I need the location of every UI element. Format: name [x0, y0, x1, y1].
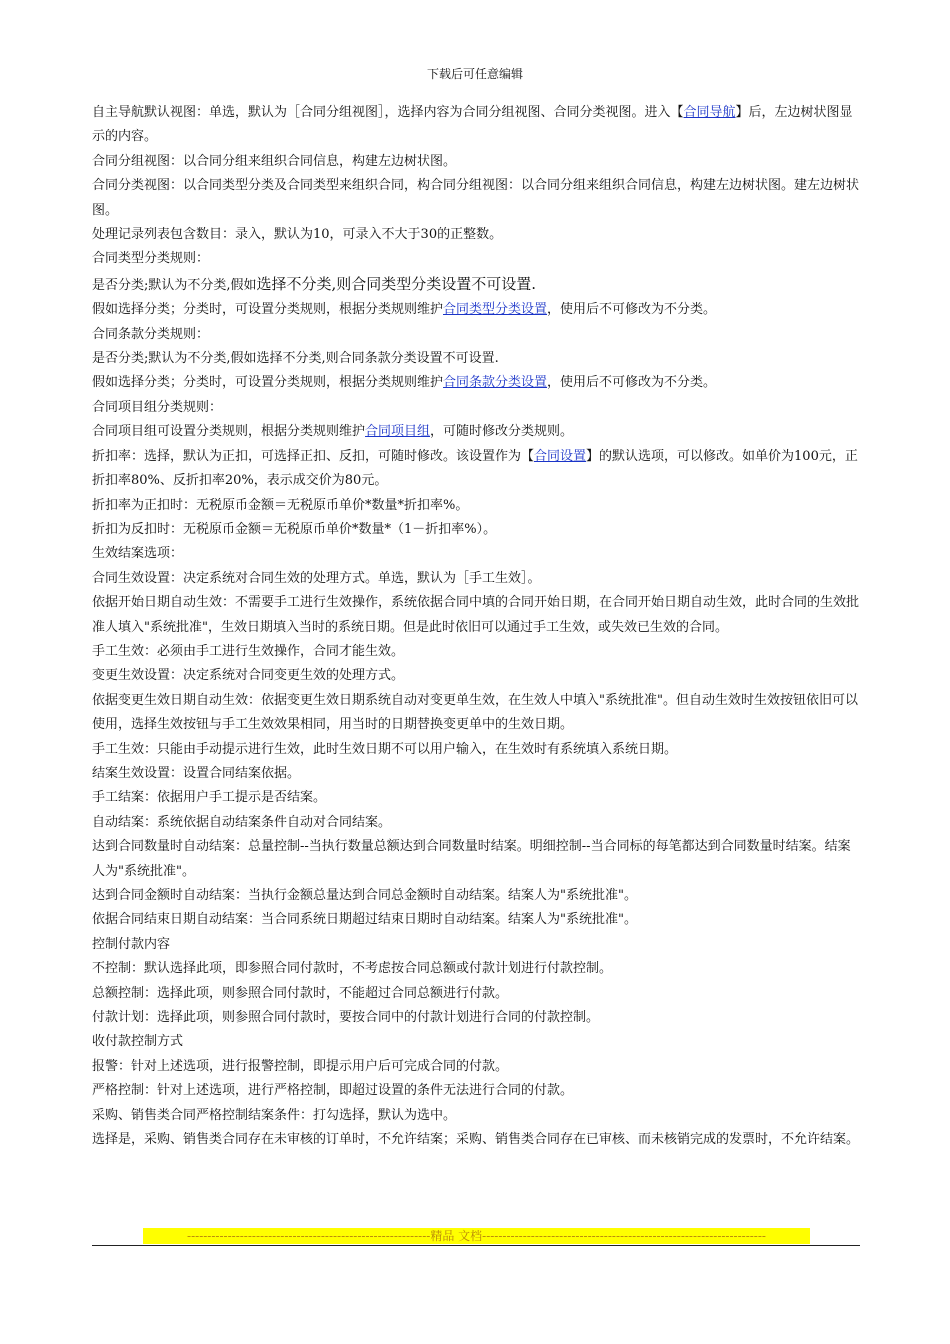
paragraph: 达到合同金额时自动结案：当执行金额总量达到合同总金额时自动结案。结案人为"系统批准"。 [92, 888, 637, 903]
paragraph: 严格控制：针对上述选项，进行严格控制，即超过设置的条件无法进行合同的付款。 [92, 1083, 574, 1099]
link-contract-navigation[interactable]: 合同导航 [683, 105, 736, 120]
footer-dashes-left: ------------------------------------------------------------ [187, 1229, 431, 1243]
link-contract-type-classification[interactable]: 合同类型分类设置 [443, 302, 548, 318]
paragraph: 达到合同数量时自动结案：总量控制--当执行数量总额达到合同数量时结案。明细控制--当合同标的每笔都达到合同数量时结案。结案人为"系统批准"。 [92, 839, 851, 879]
paragraph: 依据合同结束日期自动结案：当合同系统日期超过结束日期时自动结案。结案人为"系统批准"。 [92, 912, 637, 928]
paragraph: 选择是，采购、销售类合同存在未审核的订单时，不允许结案；采购、销售类合同存在已审核、而未核销完成的发票时，不允许结案。 [92, 1132, 860, 1148]
paragraph: 总额控制：选择此项，则参照合同付款时，不能超过合同总额进行付款。 [92, 985, 509, 1001]
paragraph: 依据开始日期自动生效：不需要手工进行生效操作，系统依据合同中填的合同开始日期，在合同开始日期自动生效，此时合同的生效批准人填入"系统批准"，生效日期填入当时的系统日期。但是此时依旧可以通过手工生效，或失效已生效的合同。 [92, 595, 860, 635]
section-heading: 合同类型分类规则： [92, 251, 210, 267]
page-header: 下载后可任意编辑 [426, 67, 523, 81]
section-heading: 控制付款内容 [92, 936, 171, 952]
paragraph: 处理记录列表包含数目：录入，默认为10，可录入不大于30的正整数。 [92, 227, 503, 243]
paragraph: 折扣为反扣时：无税原币金额＝无税原币单价*数量*（1－折扣率%）。 [92, 521, 497, 537]
paragraph: 手工生效：只能由手动提示进行生效，此时生效日期不可以用户输入，在生效时有系统填入系统日期。 [92, 741, 678, 757]
paragraph: 手工生效：必须由手工进行生效操作，合同才能生效。 [92, 643, 405, 659]
section-heading: 收付款控制方式 [92, 1034, 184, 1050]
paragraph: 合同项目组可设置分类规则，根据分类规则维护合同项目组，可随时修改分类规则。 [92, 424, 574, 440]
section-heading: 合同项目组分类规则： [92, 399, 223, 415]
paragraph: 假如选择分类；分类时，可设置分类规则，根据分类规则维护合同条款分类设置，使用后不可修改为不分类。 [92, 375, 717, 391]
paragraph: 依据变更生效日期自动生效：依据变更生效日期系统自动对变更单生效，在生效人中填入"系统批准"。但自动生效时生效按钮依旧可以使用，选择生效按钮与手工生效效果相同，用当时的日期替换变更单中的生效日期。 [92, 692, 858, 733]
paragraph: 折扣率为正扣时：无税原币金额＝无税原币单价*数量*折扣率%。 [92, 497, 469, 513]
paragraph: 结案生效设置：设置合同结案依据。 [92, 765, 301, 781]
document-body [92, 101, 862, 1152]
paragraph: 合同分类视图：以合同类型分类及合同类型来组织合同，构合同分组视图：以合同分组来组织合同信息，构建左边树状图。建左边树状图。 [92, 178, 860, 218]
paragraph: 折扣率：选择，默认为正扣，可选择正扣、反扣，可随时修改。该设置作为【合同设置】的默认选项，可以修改。如单价为100元，正折扣率80%、反折扣率20%，表示成交价为80元。 [92, 448, 858, 489]
footer-dashes-right: ---------------------------------------------------------------------- [482, 1229, 766, 1243]
link-contract-settings[interactable]: 合同设置 [534, 448, 587, 464]
link-contract-clause-classification[interactable]: 合同条款分类设置 [443, 375, 548, 391]
paragraph: 自主导航默认视图：单选，默认为［合同分组视图］，选择内容为合同分组视图、合同分类视图。进入【合同导航】后，左边树状图显示的内容。 [92, 105, 853, 145]
section-heading: 生效结案选项： [92, 546, 184, 562]
paragraph: 是否分类;默认为不分类,假如选择不分类,则合同条款分类设置不可设置. [92, 351, 499, 367]
paragraph: 假如选择分类；分类时，可设置分类规则，根据分类规则维护合同类型分类设置，使用后不可修改为不分类。 [92, 302, 717, 318]
section-heading: 合同条款分类规则： [92, 326, 210, 342]
paragraph: 不控制：默认选择此项，即参照合同付款时，不考虑按合同总额或付款计划进行付款控制。 [92, 961, 613, 977]
footer-rule [92, 1245, 860, 1246]
paragraph: 是否分类;默认为不分类,假如选择不分类,则合同类型分类设置不可设置. [92, 274, 537, 293]
footer-label: 精品 文档 [430, 1229, 483, 1243]
paragraph: 采购、销售类合同严格控制结案条件：打勾选择，默认为选中。 [92, 1107, 457, 1123]
paragraph: 合同生效设置：决定系统对合同生效的处理方式。单选，默认为［手工生效］。 [92, 570, 541, 586]
paragraph: 手工结案：依据用户手工提示是否结案。 [92, 790, 327, 806]
paragraph: 变更生效设置：决定系统对合同变更生效的处理方式。 [92, 668, 405, 684]
paragraph: 付款计划：选择此项，则参照合同付款时，要按合同中的付款计划进行合同的付款控制。 [92, 1010, 600, 1026]
paragraph: 报警：针对上述选项，进行报警控制，即提示用户后可完成合同的付款。 [92, 1058, 509, 1074]
paragraph: 自动结案：系统依据自动结案条件自动对合同结案。 [92, 814, 392, 830]
paragraph: 合同分组视图：以合同分组来组织合同信息，构建左边树状图。 [92, 153, 457, 169]
link-contract-project-group[interactable]: 合同项目组 [365, 424, 431, 440]
footer-banner [143, 1228, 810, 1244]
